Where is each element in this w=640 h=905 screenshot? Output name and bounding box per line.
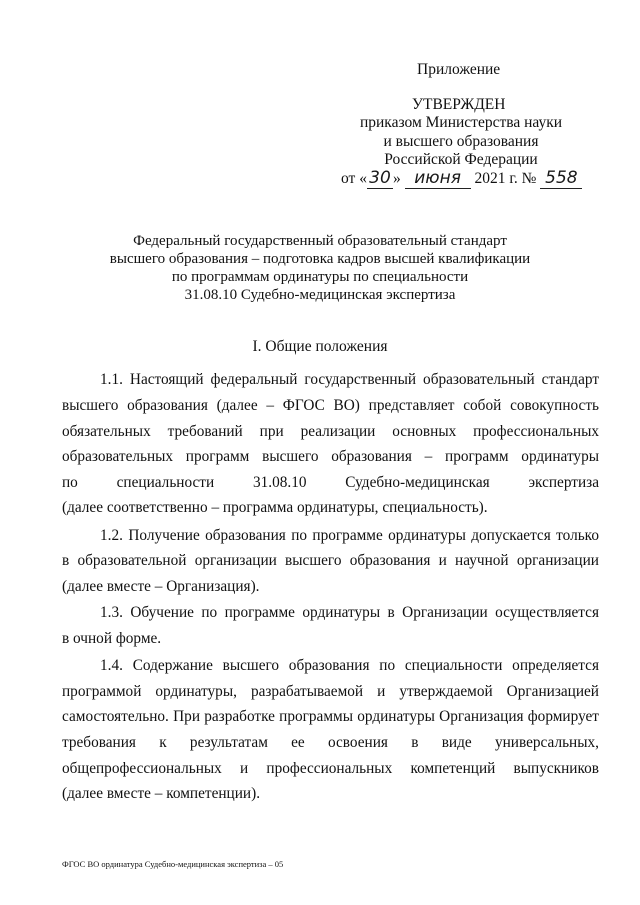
p3-line-2: в очной форме.: [62, 630, 162, 647]
date-mid: »: [392, 170, 401, 187]
section-heading: I. Общие положения: [252, 338, 388, 355]
p1-line-5: по специальности 31.08.10 Судебно-медицинская экспертиза: [62, 474, 599, 491]
date-year: 2021 г. №: [474, 170, 537, 187]
date-prefix: от «: [341, 170, 367, 187]
p2-line-3: (далее вместе – Организация).: [62, 578, 260, 595]
p4-line-6: (далее вместе – компетенции).: [62, 785, 261, 802]
p4-line-2: программой ординатуры, разрабатываемой и утверждаемой Организацией: [62, 683, 599, 700]
title-line-2: высшего образования – подготовка кадров высшей квалификации: [109, 251, 531, 267]
p1-line-1: 1.1. Настоящий федеральный государственный образовательный стандарт: [100, 371, 599, 388]
p1-line-2: высшего образования (далее – ФГОС ВО) представляет собой совокупность: [62, 397, 599, 414]
p4-line-4: требования к результатам ее освоения в виде универсальных,: [62, 734, 599, 751]
approved-label: УТВЕРЖДЕН: [412, 96, 506, 113]
title-line-4: 31.08.10 Судебно-медицинская экспертиза: [184, 287, 456, 303]
appendix-label: Приложение: [417, 61, 501, 78]
p2-line-1: 1.2. Получение образования по программе ординатуры допускается только: [100, 527, 599, 544]
date-month: июня: [405, 168, 471, 189]
title-line-3: по программам ординатуры по специальности: [171, 269, 469, 285]
p4-line-3: самостоятельно. При разработке программы ординатуры Организация формирует: [62, 708, 599, 725]
date-day: 30: [367, 168, 393, 189]
p1-line-3: обязательных требований при реализации основных профессиональных: [62, 423, 599, 440]
order-date-line: [341, 168, 582, 189]
p1-line-4: образовательных программ высшего образования – программ ординатуры: [62, 448, 599, 465]
approval-line-3: Российской Федерации: [384, 151, 538, 168]
p3-line-1: 1.3. Обучение по программе ординатуры в Организации осуществляется: [100, 604, 599, 621]
p2-line-2: в образовательной организации высшего образования и научной организации: [62, 552, 599, 569]
approval-line-2: и высшего образования: [383, 133, 539, 150]
p1-line-6: (далее соответственно – программа ординатуры, специальность).: [62, 499, 488, 516]
page-footer: ФГОС ВО ординатура Судебно-медицинская экспертиза – 05: [62, 859, 284, 869]
p4-line-5: общепрофессиональных и профессиональных компетенций выпускников: [62, 760, 599, 777]
title-line-1: Федеральный государственный образовательный стандарт: [133, 233, 507, 249]
p4-line-1: 1.4. Содержание высшего образования по специальности определяется: [100, 657, 599, 674]
order-number: 558: [540, 168, 582, 189]
approval-line-1: приказом Министерства науки: [359, 114, 563, 131]
